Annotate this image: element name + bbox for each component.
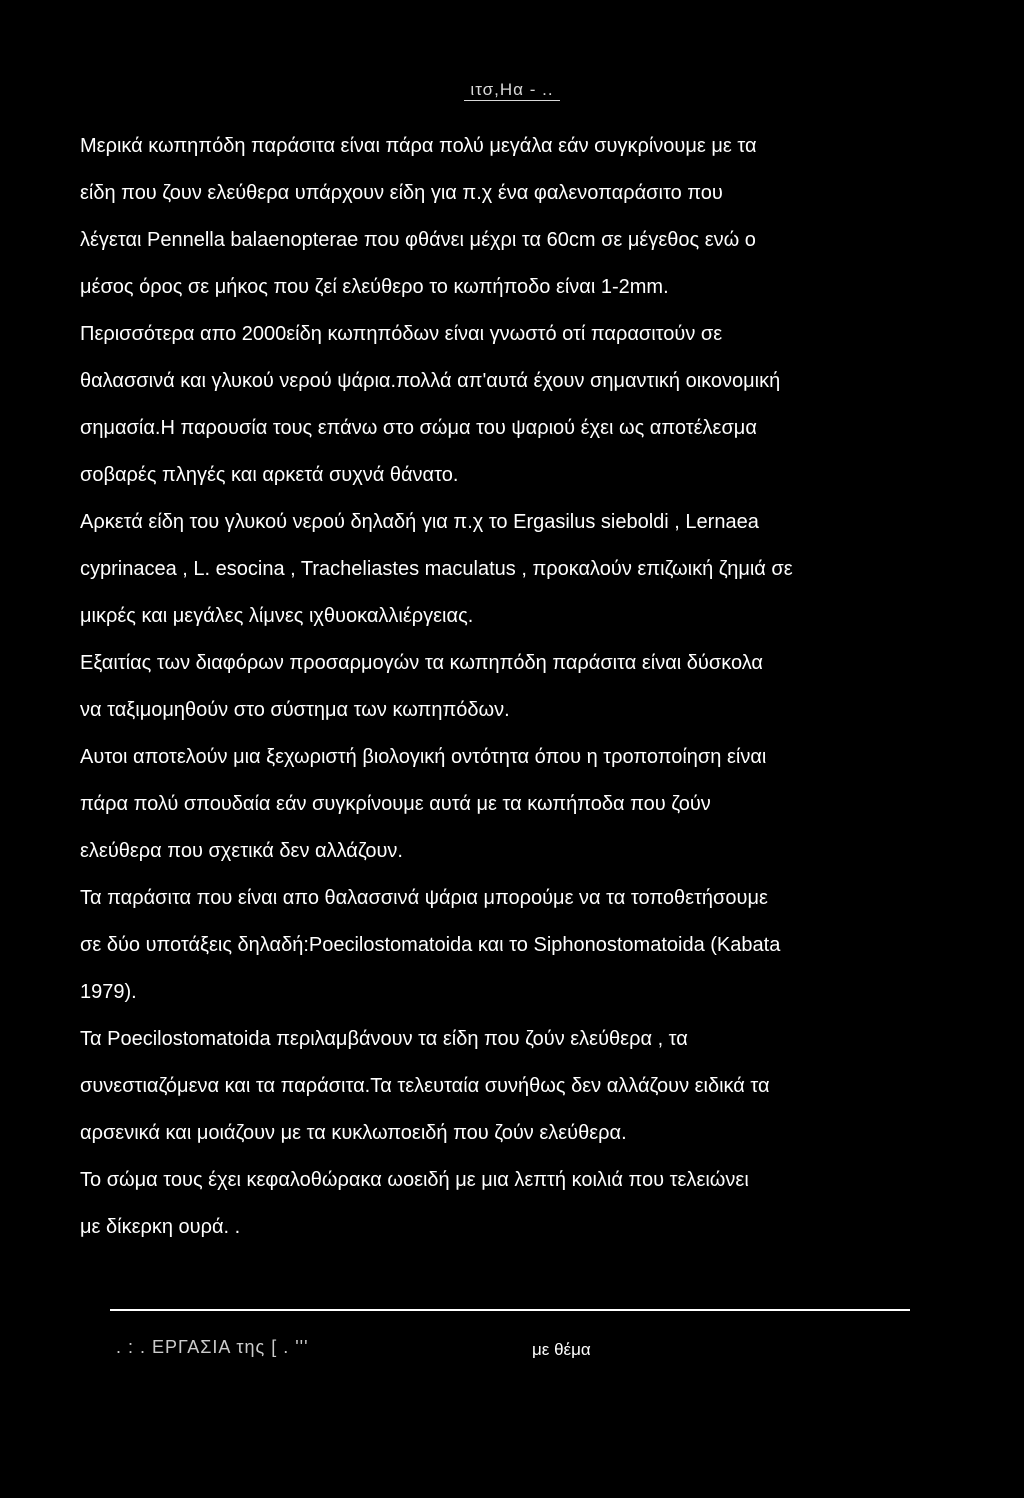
- body-line: ελεύθερα που σχετικά δεν αλλάζουν.: [80, 840, 403, 862]
- footer-right-text: με θέμα: [532, 1340, 591, 1359]
- body-line: πάρα πολύ σπουδαία εάν συγκρίνουμε αυτά με τα κωπήποδα που ζούν: [80, 793, 711, 815]
- body-line: να ταξιμομηθούν στο σύστημα των κωπηπόδων.: [80, 699, 510, 721]
- body-line: Τα Poecilostomatoida περιλαμβάνουν τα είδη που ζούν ελεύθερα , τα: [80, 1028, 688, 1050]
- footer-divider: [110, 1309, 910, 1311]
- body-line: μέσος όρος σε μήκος που ζεί ελεύθερο το κωπήποδο είναι 1-2mm.: [80, 276, 669, 298]
- footer-left-text: . : . ΕΡΓΑΣΙΑ της [ . ''': [116, 1337, 309, 1357]
- body-line: 1979).: [80, 981, 137, 1003]
- body-line: με δίκερκη ουρά. .: [80, 1216, 241, 1238]
- body-line: είδη που ζουν ελεύθερα υπάρχουν είδη για π.χ ένα φαλενοπαράσιτο που: [80, 182, 723, 204]
- body-line: Εξαιτίας των διαφόρων προσαρμογών τα κωπηπόδη παράσιτα είναι δύσκολα: [80, 652, 763, 674]
- body-line: θαλασσινά και γλυκού νερού ψάρια.πολλά απ'αυτά έχουν σημαντική οικονομική: [80, 370, 781, 392]
- body-line: σημασία.Η παρουσία τους επάνω στο σώμα του ψαριού έχει ως αποτέλεσμα: [80, 417, 757, 439]
- body-line: λέγεται Pennella balaenopterae που φθάνει μέχρι τα 60cm σε μέγεθος ενώ ο: [80, 229, 756, 251]
- body-line: Το σώμα τους έχει κεφαλοθώρακα ωοειδή με μια λεπτή κοιλιά που τελειώνει: [80, 1169, 749, 1191]
- body-line: αρσενικά και μοιάζουν με τα κυκλωποειδή που ζούν ελεύθερα.: [80, 1122, 627, 1144]
- page-header: [0, 80, 1024, 100]
- body-line: Αυτοι αποτελούν μια ξεχωριστή βιολογική οντότητα όπου η τροποποίηση είναι: [80, 746, 767, 768]
- body-line: Περισσότερα απο 2000είδη κωπηπόδων είναι γνωστό οτί παρασιτούν σε: [80, 323, 723, 345]
- body-line: Τα παράσιτα που είναι απο θαλασσινά ψάρια μπορούμε να τα τοποθετήσουμε: [80, 887, 768, 909]
- body-line: μικρές και μεγάλες λίμνες ιχθυοκαλλιέργειας.: [80, 605, 474, 627]
- body-line: συνεστιαζόμενα και τα παράσιτα.Τα τελευταία συνήθως δεν αλλάζουν ειδικά τα: [80, 1075, 770, 1097]
- body-line: Μερικά κωπηπόδη παράσιτα είναι πάρα πολύ μεγάλα εάν συγκρίνουμε με τα: [80, 135, 757, 157]
- body-line: Αρκετά είδη του γλυκού νερού δηλαδή για π.χ το Ergasilus sieboldi , Lernaea: [80, 511, 759, 533]
- body-line: cyprinacea , L. esocina , Tracheliastes maculatus , προκαλούν επιζωική ζημιά σε: [80, 558, 793, 580]
- page-header-text: ιτσ,Ηα - ..: [464, 80, 559, 101]
- body-line: σοβαρές πληγές και αρκετά συχνά θάνατο.: [80, 464, 459, 486]
- body-line: σε δύο υποτάξεις δηλαδή:Poecilostomatoida και το Siphonostomatoida (Kabata: [80, 934, 781, 956]
